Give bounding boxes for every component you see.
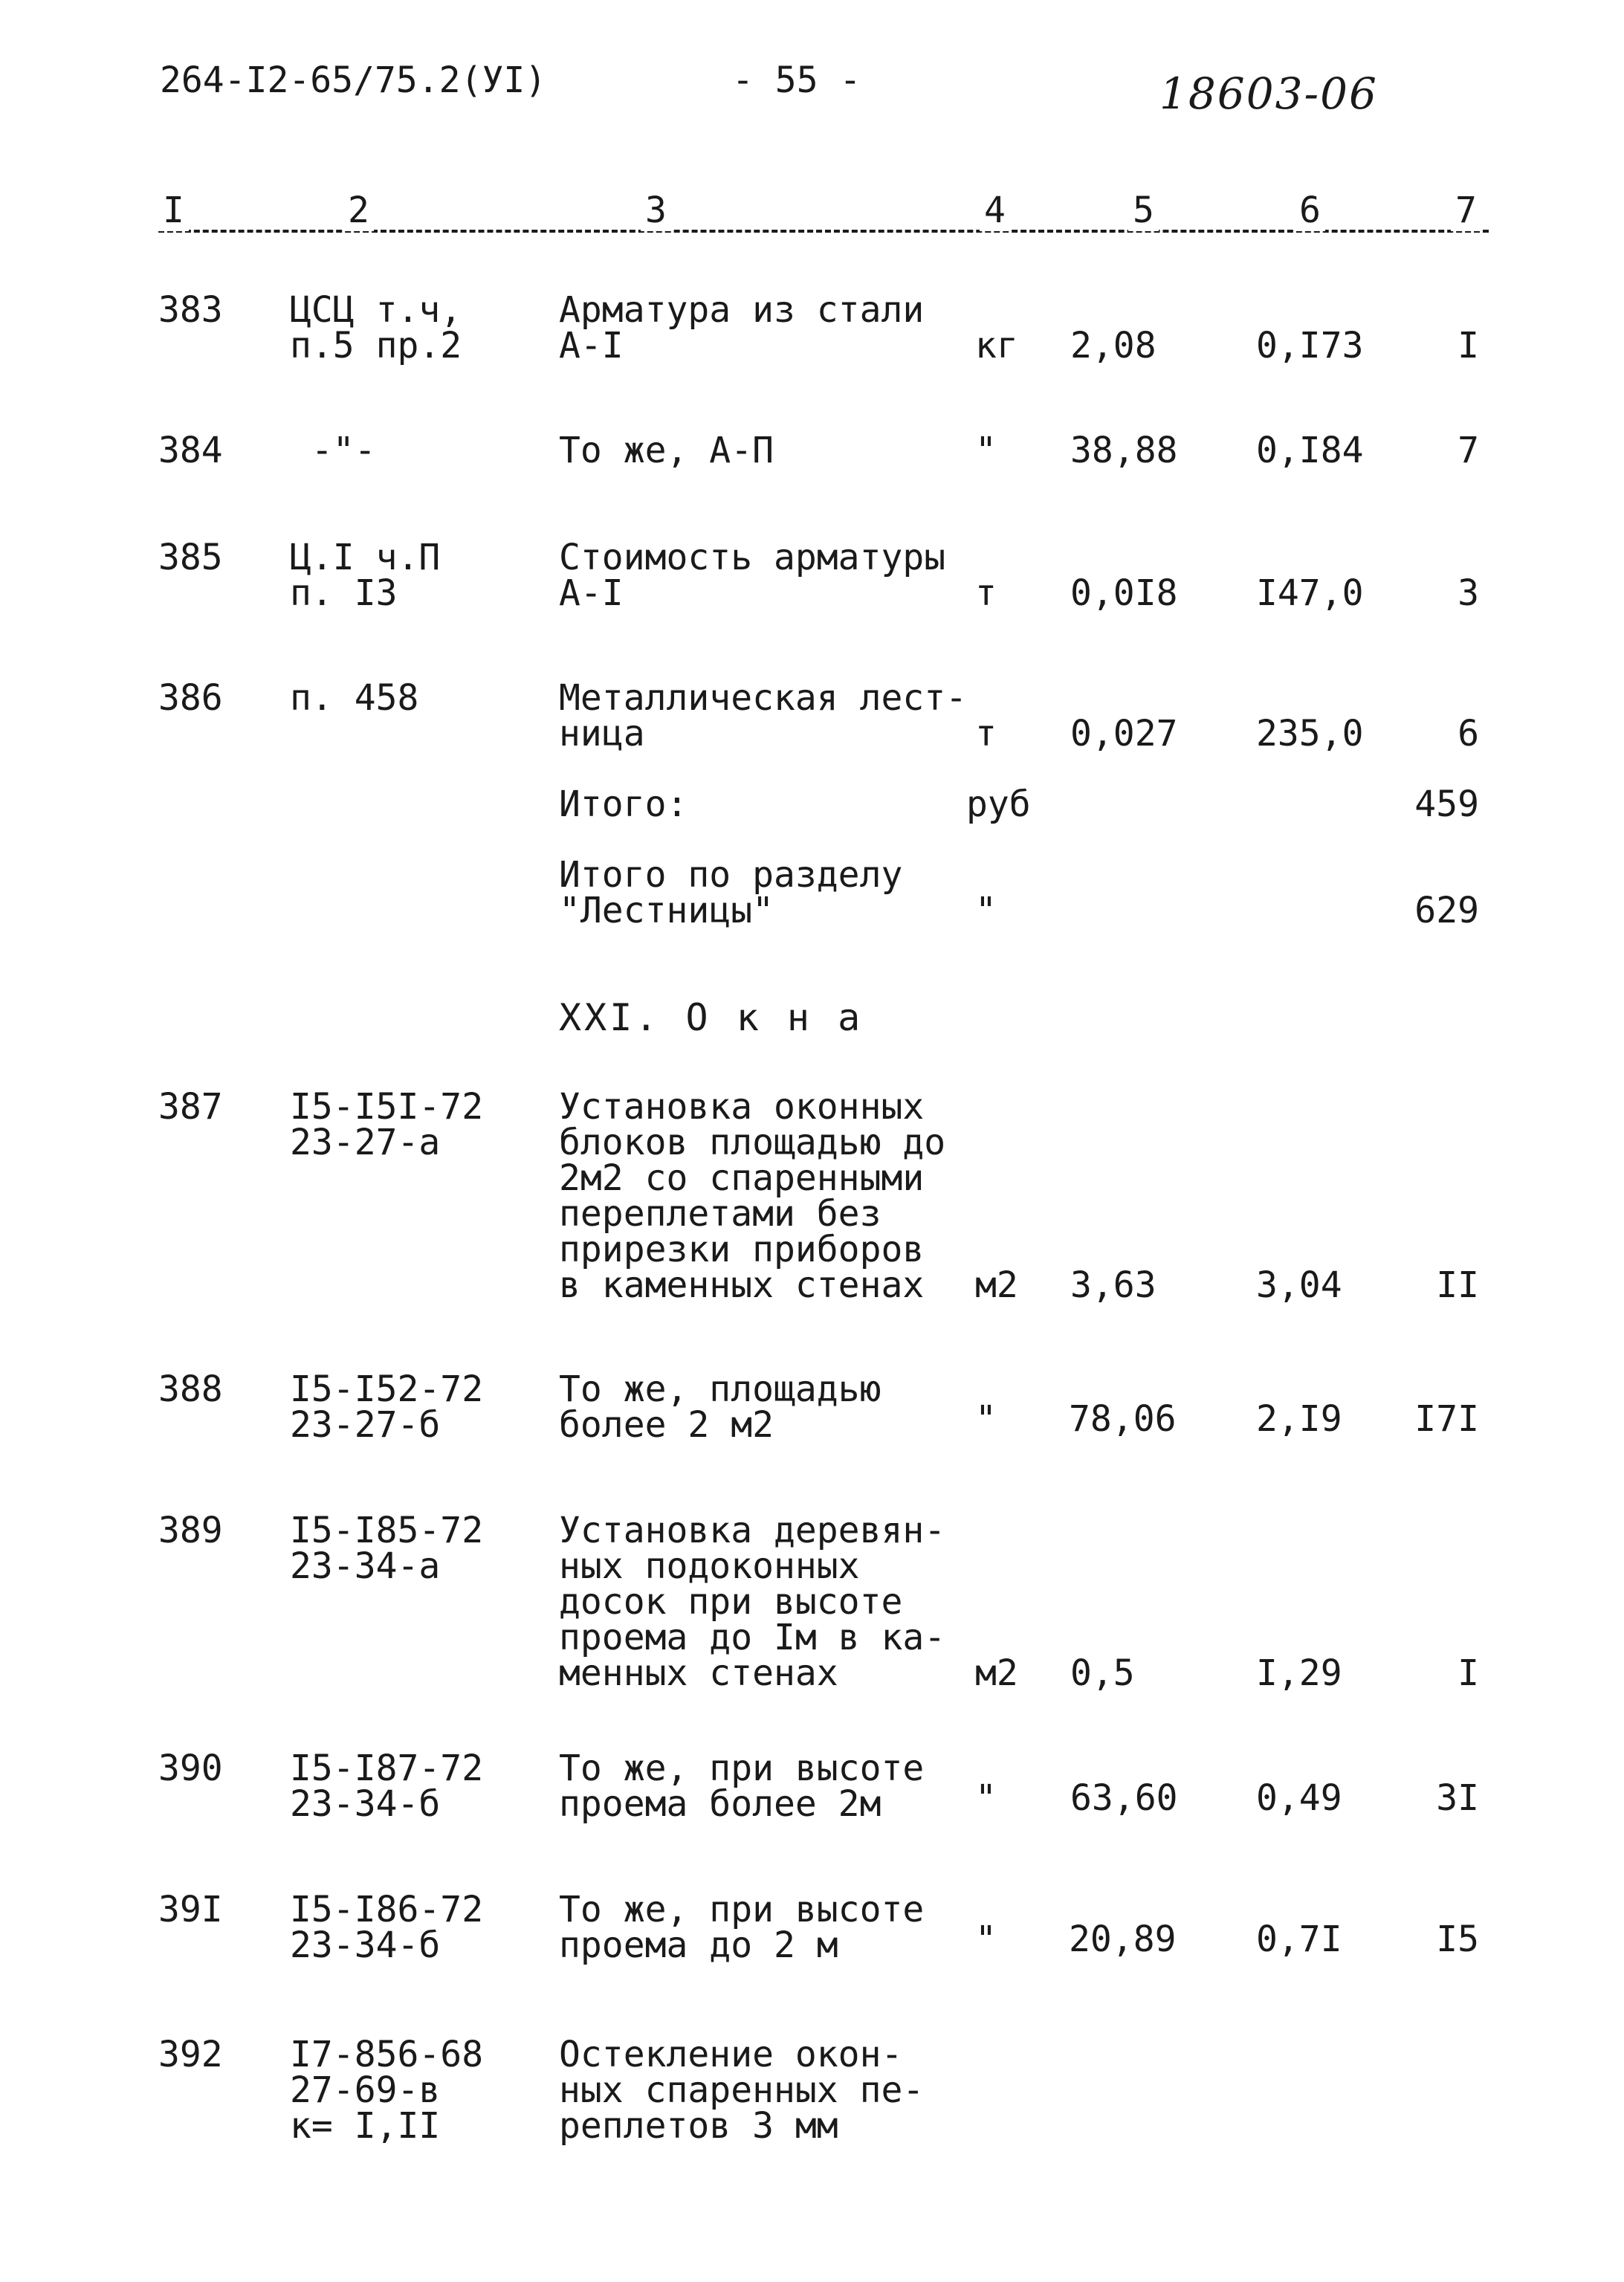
row-number: 383	[158, 289, 223, 331]
row-reference: I5-I5I-72 23-27-а	[290, 1086, 484, 1163]
row-number: 386	[158, 677, 223, 719]
row-quantity: 2,08	[1070, 325, 1156, 366]
row-number: 388	[158, 1368, 223, 1410]
row-description: То же, А-П	[559, 430, 774, 471]
row-quantity: 78,06	[1069, 1398, 1177, 1440]
row-total: I5	[1436, 1919, 1479, 1960]
subtotal-total: 459	[1414, 783, 1479, 825]
row-description: Металлическая лест- ница	[559, 677, 968, 754]
row-reference: I5-I85-72 23-34-а	[290, 1510, 484, 1587]
column-header-2: 2	[343, 190, 374, 231]
row-unit-price: 0,7I	[1256, 1919, 1342, 1960]
section-title: XXI. О к н а	[559, 996, 864, 1039]
row-description: Стоимость арматуры А-I	[559, 537, 946, 614]
row-unit: "	[975, 1398, 997, 1440]
row-quantity: 20,89	[1069, 1919, 1177, 1960]
row-number: 385	[158, 537, 223, 578]
row-unit: т	[975, 713, 997, 754]
column-header-6: 6	[1295, 190, 1325, 231]
row-reference: I5-I86-72 23-34-б	[290, 1889, 484, 1966]
row-unit-price: 3,04	[1256, 1264, 1342, 1306]
row-unit-price: I,29	[1256, 1652, 1342, 1694]
row-description: Установка оконных блоков площадью до 2м2 со спаренными переплетами без прирезки приборов в каменных стенах	[559, 1086, 946, 1306]
row-unit: "	[975, 1919, 997, 1960]
row-description: Остекление окон- ных спаренных пе- реплетов 3 мм	[559, 2034, 925, 2147]
row-description: Арматура из стали А-I	[559, 289, 925, 366]
row-number: 39I	[158, 1889, 223, 1930]
subtotal-label: Итого:	[559, 783, 688, 825]
row-unit: "	[975, 430, 997, 471]
row-quantity: 63,60	[1070, 1777, 1178, 1819]
row-total: II	[1436, 1264, 1479, 1306]
row-number: 384	[158, 430, 223, 471]
row-reference: ЦСЦ т.ч, п.5 пр.2	[290, 289, 462, 366]
row-number: 392	[158, 2034, 223, 2075]
row-number: 389	[158, 1510, 223, 1551]
column-header-4: 4	[980, 190, 1010, 231]
row-total: 7	[1458, 430, 1479, 471]
row-total: 3I	[1436, 1777, 1479, 1819]
row-quantity: 3,63	[1070, 1264, 1156, 1306]
row-total: I7I	[1414, 1398, 1479, 1440]
row-description: Установка деревян- ных подоконных досок при высоте проема до Iм в ка- менных стенах	[559, 1510, 946, 1694]
row-reference: I5-I52-72 23-27-б	[290, 1368, 484, 1446]
row-total: I	[1458, 1652, 1479, 1694]
page-number: - 55 -	[732, 59, 861, 101]
row-reference: I5-I87-72 23-34-б	[290, 1748, 484, 1825]
row-unit: м2	[975, 1652, 1018, 1694]
row-reference: -"-	[290, 430, 376, 471]
row-unit-price: I47,0	[1256, 572, 1364, 614]
section-total-unit: "	[975, 890, 997, 931]
column-header-1: I	[158, 190, 189, 231]
row-total: I	[1458, 325, 1479, 366]
row-unit-price: 2,I9	[1256, 1398, 1342, 1440]
row-number: 390	[158, 1748, 223, 1789]
row-quantity: 0,5	[1070, 1652, 1135, 1694]
row-unit: "	[975, 1777, 997, 1819]
row-unit: кг	[975, 325, 1018, 366]
subtotal-unit: руб	[966, 783, 1031, 825]
row-reference: Ц.I ч.П п. I3	[290, 537, 441, 614]
row-quantity: 38,88	[1070, 430, 1178, 471]
archive-number: 18603-06	[1159, 68, 1378, 119]
column-header-7: 7	[1451, 190, 1481, 231]
row-total: 6	[1458, 713, 1479, 754]
column-header-row	[0, 190, 1624, 242]
row-quantity: 0,027	[1070, 713, 1178, 754]
row-unit-price: 235,0	[1256, 713, 1364, 754]
row-description: То же, при высоте проема более 2м	[559, 1748, 925, 1825]
row-description: То же, площадью более 2 м2	[559, 1368, 881, 1446]
row-unit: м2	[975, 1264, 1018, 1306]
row-unit: т	[975, 572, 997, 614]
row-unit-price: 0,49	[1256, 1777, 1342, 1819]
row-reference: I7-856-68 27-69-в к= I,II	[290, 2034, 484, 2147]
row-total: 3	[1458, 572, 1479, 614]
row-number: 387	[158, 1086, 223, 1128]
row-unit-price: 0,I73	[1256, 325, 1364, 366]
column-header-5: 5	[1128, 190, 1159, 231]
section-total-value: 629	[1414, 890, 1479, 931]
row-quantity: 0,0I8	[1070, 572, 1178, 614]
row-description: То же, при высоте проема до 2 м	[559, 1889, 925, 1966]
column-header-3: 3	[641, 190, 671, 231]
row-reference: п. 458	[290, 677, 419, 719]
section-total-label: Итого по разделу "Лестницы"	[559, 854, 903, 931]
row-unit-price: 0,I84	[1256, 430, 1364, 471]
document-code: 264-I2-65/75.2(УI)	[160, 59, 547, 101]
